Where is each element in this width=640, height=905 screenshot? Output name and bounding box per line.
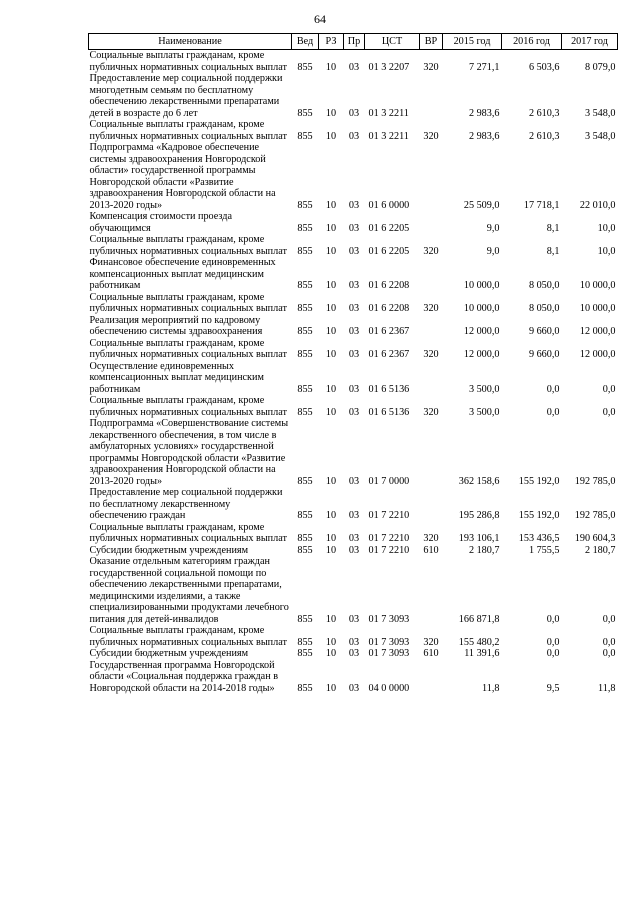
row-cst: 01 7 3093 — [368, 648, 410, 659]
row-cst: 01 6 2208 — [368, 303, 410, 314]
table-header-row — [89, 34, 618, 50]
row-pr: 03 — [348, 510, 360, 521]
table-row — [89, 315, 618, 338]
row-pr: 03 — [348, 613, 360, 625]
table-row — [89, 545, 618, 557]
row-pr: 03 — [348, 349, 360, 360]
row-ved: 855 — [297, 303, 313, 314]
column-header-vr: ВР — [420, 34, 443, 50]
row-value-2016: 17 718,1 — [523, 199, 560, 211]
row-rz: 10 — [325, 544, 337, 556]
row-rz: 10 — [325, 130, 337, 142]
table-row — [89, 487, 618, 522]
row-value-2016: 8,1 — [546, 245, 560, 257]
row-name: Финансовое обеспечение единовременных компенсационных выплат медицинским работникам — [89, 257, 276, 291]
row-value-2017: 3 548,0 — [584, 107, 616, 119]
row-value-2016: 9 660,0 — [528, 326, 560, 337]
table-row — [89, 142, 618, 211]
row-cst: 01 6 2205 — [368, 245, 410, 257]
row-cst: 01 6 2367 — [368, 349, 410, 360]
row-value-2017: 0,0 — [602, 648, 616, 659]
row-vr: 320 — [423, 349, 439, 360]
row-value-2016: 2 610,3 — [528, 107, 560, 119]
column-header-pr: Пр — [344, 34, 365, 50]
row-ved: 855 — [297, 222, 313, 234]
row-value-2015: 2 180,7 — [468, 544, 500, 556]
row-value-2015: 2 983,6 — [468, 107, 500, 119]
row-ved: 855 — [297, 130, 313, 142]
row-value-2016: 1 755,5 — [528, 544, 560, 556]
row-ved: 855 — [297, 406, 313, 418]
row-value-2015: 3 500,0 — [468, 383, 500, 395]
row-pr: 03 — [348, 648, 360, 659]
row-name: Социальные выплаты гражданам, кроме публичных нормативных социальных выплат — [89, 291, 287, 314]
row-name: Подпрограмма «Совершенствование системы лекарственного обеспечения, в том числе в амбулаторных условиях» государственной программы Новгородской области «Развитие здравоохранения Новгородской области на 2013-2020 годы» — [89, 418, 289, 487]
row-ved: 855 — [297, 349, 313, 360]
budget-table — [88, 33, 618, 694]
row-cst: 01 3 2211 — [368, 107, 409, 119]
row-rz: 10 — [325, 245, 337, 257]
row-value-2015: 9,0 — [486, 222, 500, 234]
row-vr — [420, 315, 443, 338]
row-vr — [420, 211, 443, 234]
row-value-2015: 11 391,6 — [464, 648, 500, 659]
row-ved: 855 — [297, 510, 313, 521]
row-name: Осуществление единовременных компенсационных выплат медицинским работникам — [89, 360, 264, 395]
row-value-2015: 155 480,2 — [458, 636, 500, 648]
row-value-2016: 8,1 — [546, 222, 560, 234]
page-number: 64 — [314, 12, 326, 26]
row-ved: 855 — [297, 533, 313, 544]
row-value-2017: 12 000,0 — [579, 349, 616, 360]
row-vr — [420, 73, 443, 119]
row-ved: 855 — [297, 61, 313, 73]
row-value-2016: 6 503,6 — [528, 61, 560, 73]
row-vr — [420, 418, 443, 487]
table-row — [89, 73, 618, 119]
table-row — [89, 648, 618, 660]
row-rz: 10 — [325, 107, 337, 119]
row-vr — [420, 660, 443, 695]
row-rz: 10 — [325, 280, 337, 291]
row-ved: 855 — [297, 280, 313, 291]
row-vr: 320 — [423, 406, 439, 418]
row-cst: 01 7 2210 — [368, 533, 410, 544]
row-value-2015: 193 106,1 — [458, 533, 500, 544]
row-pr: 03 — [348, 199, 360, 211]
row-value-2017: 11,8 — [598, 682, 616, 694]
row-value-2015: 12 000,0 — [463, 349, 500, 360]
row-vr: 320 — [423, 130, 439, 142]
row-vr: 610 — [423, 648, 439, 659]
row-value-2017: 0,0 — [602, 636, 616, 648]
column-header-2016: 2016 год — [502, 34, 562, 50]
row-value-2016: 0,0 — [546, 383, 560, 395]
row-value-2017: 0,0 — [602, 613, 616, 625]
row-value-2015: 195 286,8 — [458, 510, 500, 521]
row-pr: 03 — [348, 107, 360, 119]
row-name: Социальные выплаты гражданам, кроме публичных нормативных социальных выплат — [89, 625, 287, 648]
row-name: Субсидии бюджетным учреждениям — [89, 544, 249, 556]
row-ved: 855 — [297, 199, 313, 211]
row-vr: 320 — [423, 533, 439, 544]
row-vr: 610 — [423, 544, 439, 556]
row-rz: 10 — [325, 222, 337, 234]
row-value-2017: 10 000,0 — [579, 303, 616, 314]
row-rz: 10 — [325, 303, 337, 314]
row-cst: 04 0 0000 — [368, 682, 410, 694]
row-value-2016: 0,0 — [546, 613, 560, 625]
row-value-2015: 10 000,0 — [463, 303, 500, 314]
row-name: Компенсация стоимости проезда обучающимся — [89, 211, 232, 234]
row-vr: 320 — [423, 636, 439, 648]
row-ved: 855 — [297, 682, 313, 694]
row-value-2015: 25 509,0 — [463, 199, 500, 211]
row-cst: 01 6 2367 — [368, 326, 410, 337]
row-name: Предоставление мер социальной поддержки по бесплатному лекарственному обеспечению граждан — [89, 487, 283, 521]
column-header-2017: 2017 год — [562, 34, 618, 50]
table-row — [89, 556, 618, 625]
row-value-2015: 12 000,0 — [463, 326, 500, 337]
row-ved: 855 — [297, 613, 313, 625]
row-cst: 01 7 2210 — [368, 510, 410, 521]
row-vr — [420, 487, 443, 522]
row-pr: 03 — [348, 303, 360, 314]
row-rz: 10 — [325, 199, 337, 211]
row-value-2016: 8 050,0 — [528, 280, 560, 291]
row-name: Социальные выплаты гражданам, кроме публичных нормативных социальных выплат — [89, 521, 287, 544]
row-value-2017: 2 180,7 — [584, 544, 616, 556]
row-ved: 855 — [297, 648, 313, 659]
row-vr — [420, 142, 443, 211]
row-pr: 03 — [348, 326, 360, 337]
column-header-name: Наименование — [89, 34, 292, 50]
row-pr: 03 — [348, 636, 360, 648]
row-value-2015: 7 271,1 — [468, 61, 500, 73]
row-pr: 03 — [348, 533, 360, 544]
row-cst: 01 3 2211 — [368, 130, 409, 142]
row-value-2015: 3 500,0 — [468, 406, 500, 418]
row-vr — [420, 361, 443, 396]
row-name: Социальные выплаты гражданам, кроме публичных нормативных социальных выплат — [89, 395, 287, 418]
row-rz: 10 — [325, 475, 337, 487]
row-value-2017: 12 000,0 — [579, 326, 616, 337]
row-value-2016: 0,0 — [546, 648, 560, 659]
row-cst: 01 7 0000 — [368, 475, 410, 487]
row-value-2017: 10 000,0 — [579, 280, 616, 291]
row-vr: 320 — [423, 303, 439, 314]
row-value-2015: 166 871,8 — [458, 613, 500, 625]
row-value-2017: 190 604,3 — [574, 533, 616, 544]
column-header-cst: ЦСТ — [365, 34, 420, 50]
row-rz: 10 — [325, 648, 337, 659]
row-value-2017: 10,0 — [597, 245, 616, 257]
column-header-rz: РЗ — [319, 34, 344, 50]
row-value-2017: 22 010,0 — [579, 199, 616, 211]
table-row — [89, 660, 618, 695]
table-row — [89, 234, 618, 257]
table-row — [89, 292, 618, 315]
row-value-2016: 0,0 — [546, 636, 560, 648]
row-rz: 10 — [325, 383, 337, 395]
row-cst: 01 7 3093 — [368, 636, 410, 648]
row-value-2017: 3 548,0 — [584, 130, 616, 142]
row-rz: 10 — [325, 613, 337, 625]
row-value-2016: 9,5 — [546, 682, 560, 694]
table-row — [89, 625, 618, 648]
row-ved: 855 — [297, 475, 313, 487]
row-ved: 855 — [297, 245, 313, 257]
row-rz: 10 — [325, 510, 337, 521]
row-value-2016: 9 660,0 — [528, 349, 560, 360]
row-value-2015: 11,8 — [482, 682, 500, 694]
row-ved: 855 — [297, 383, 313, 395]
row-value-2016: 8 050,0 — [528, 303, 560, 314]
table-row — [89, 522, 618, 545]
table-row — [89, 257, 618, 292]
row-value-2016: 153 436,5 — [518, 533, 560, 544]
table-row — [89, 50, 618, 74]
row-ved: 855 — [297, 636, 313, 648]
row-cst: 01 7 3093 — [368, 613, 410, 625]
row-rz: 10 — [325, 326, 337, 337]
row-cst: 01 6 0000 — [368, 199, 410, 211]
row-value-2015: 10 000,0 — [463, 280, 500, 291]
row-pr: 03 — [348, 61, 360, 73]
table-row — [89, 361, 618, 396]
row-pr: 03 — [348, 475, 360, 487]
row-name: Предоставление мер социальной поддержки многодетным семьям по бесплатному обеспечению лекарственными препаратами детей в возрасте до 6 лет — [89, 73, 283, 119]
row-pr: 03 — [348, 130, 360, 142]
row-name: Субсидии бюджетным учреждениям — [89, 648, 249, 659]
row-value-2017: 10,0 — [597, 222, 616, 234]
row-value-2017: 0,0 — [602, 383, 616, 395]
row-value-2017: 192 785,0 — [574, 510, 616, 521]
row-value-2017: 192 785,0 — [574, 475, 616, 487]
row-value-2016: 155 192,0 — [518, 510, 560, 521]
row-pr: 03 — [348, 682, 360, 694]
row-pr: 03 — [348, 383, 360, 395]
row-pr: 03 — [348, 406, 360, 418]
row-name: Социальные выплаты гражданам, кроме публичных нормативных социальных выплат — [89, 337, 287, 360]
row-value-2016: 155 192,0 — [518, 475, 560, 487]
row-cst: 01 7 2210 — [368, 544, 410, 556]
row-rz: 10 — [325, 406, 337, 418]
table-row — [89, 418, 618, 487]
row-cst: 01 6 5136 — [368, 406, 410, 418]
column-header-2015: 2015 год — [443, 34, 502, 50]
row-value-2016: 0,0 — [546, 406, 560, 418]
row-pr: 03 — [348, 222, 360, 234]
row-name: Социальные выплаты гражданам, кроме публичных нормативных социальных выплат — [89, 119, 287, 142]
row-rz: 10 — [325, 636, 337, 648]
row-vr — [420, 556, 443, 625]
row-value-2015: 9,0 — [486, 245, 500, 257]
table-row — [89, 338, 618, 361]
row-rz: 10 — [325, 349, 337, 360]
row-cst: 01 6 2205 — [368, 222, 410, 234]
row-ved: 855 — [297, 544, 313, 556]
row-pr: 03 — [348, 245, 360, 257]
row-ved: 855 — [297, 326, 313, 337]
row-name: Социальные выплаты гражданам, кроме публичных нормативных социальных выплат — [89, 50, 287, 73]
row-name: Реализация мероприятий по кадровому обеспечению системы здравоохранения — [89, 314, 263, 337]
row-name: Социальные выплаты гражданам, кроме публичных нормативных социальных выплат — [89, 234, 287, 257]
row-vr — [420, 257, 443, 292]
row-value-2015: 362 158,6 — [458, 475, 500, 487]
row-name: Государственная программа Новгородской области «Социальная поддержка граждан в Новгородской области на 2014-2018 годы» — [89, 659, 279, 694]
row-vr: 320 — [423, 245, 439, 257]
row-cst: 01 3 2207 — [368, 61, 410, 73]
row-value-2017: 8 079,0 — [584, 61, 616, 73]
row-value-2016: 2 610,3 — [528, 130, 560, 142]
row-pr: 03 — [348, 280, 360, 291]
column-header-ved: Вед — [292, 34, 319, 50]
row-cst: 01 6 2208 — [368, 280, 410, 291]
row-rz: 10 — [325, 533, 337, 544]
row-pr: 03 — [348, 544, 360, 556]
row-value-2015: 2 983,6 — [468, 130, 500, 142]
row-ved: 855 — [297, 107, 313, 119]
row-rz: 10 — [325, 682, 337, 694]
row-name: Оказание отдельным категориям граждан государственной социальной помощи по обеспечению лекарственными препаратами, медицинскими изделиями, а также специализированными продуктами лечебного питания для детей-инвалидов — [89, 556, 289, 625]
table-row — [89, 211, 618, 234]
row-cst: 01 6 5136 — [368, 383, 410, 395]
table-row — [89, 395, 618, 418]
row-vr: 320 — [423, 61, 439, 73]
row-rz: 10 — [325, 61, 337, 73]
row-name: Подпрограмма «Кадровое обеспечение системы здравоохранения Новгородской области» государственной программы Новгородской области «Развитие здравоохранения Новгородской области на 2013-2020 годы» — [89, 142, 276, 211]
table-row — [89, 119, 618, 142]
row-value-2017: 0,0 — [602, 406, 616, 418]
